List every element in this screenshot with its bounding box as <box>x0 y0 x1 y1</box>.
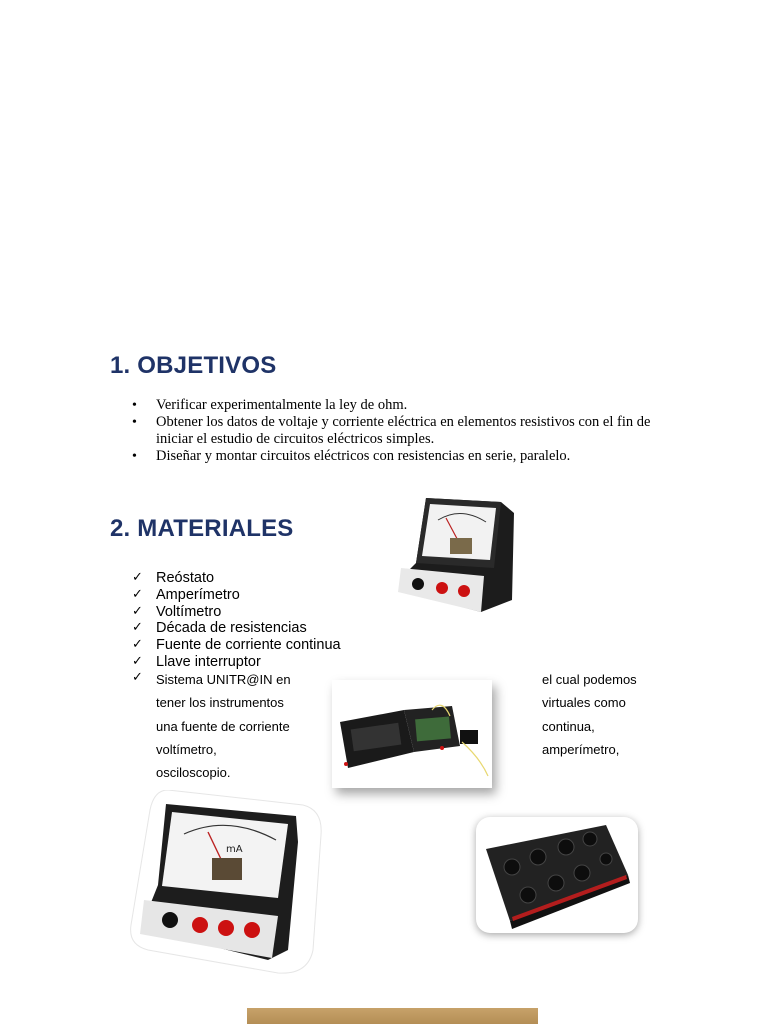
check-mark-icon: ✓ <box>132 570 143 585</box>
list-item: ✓ Llave interruptor <box>132 653 261 670</box>
objectives-list <box>156 397 656 465</box>
ammeter-image <box>128 790 323 975</box>
materials-list <box>132 570 341 671</box>
unitrain-item-text-right: el cual podemos virtuales como continua, amperímetro, <box>542 672 637 757</box>
list-item: • Verificar experimentalmente la ley de ohm. <box>156 397 656 414</box>
check-mark-icon: ✓ <box>132 653 143 669</box>
list-item: • Obtener los datos de voltaje y corriente eléctrica en elementos resistivos con el fin de iniciar el estudio de circuitos eléctricos simples. <box>156 414 656 448</box>
check-mark-icon: ✓ <box>132 637 143 653</box>
check-mark-icon: ✓ <box>132 670 143 685</box>
objectives-heading: 1. OBJETIVOS <box>110 352 277 379</box>
check-mark-icon: ✓ <box>132 603 143 619</box>
list-item: ✓ Década de resistencias <box>132 620 307 637</box>
list-item: • Diseñar y montar circuitos eléctricos con resistencias en serie, paralelo. <box>156 448 656 465</box>
unitrain-item-text-left: Sistema UNITR@IN en tener los instrumentos una fuente de corriente voltímetro, osciloscopio. <box>156 672 291 781</box>
rheostat-image <box>247 1008 538 1024</box>
unitrain-system-image <box>332 680 492 788</box>
list-item: ✓ Amperímetro <box>132 586 240 603</box>
resistance-decade-image <box>476 817 638 933</box>
list-item: ✓ Reóstato <box>132 570 215 586</box>
svg-text:mA: mA <box>226 844 243 855</box>
list-item: ✓ Voltímetro <box>132 603 222 620</box>
materials-heading: 2. MATERIALES <box>110 515 294 542</box>
check-mark-icon: ✓ <box>132 586 143 602</box>
list-item: ✓ Fuente de corriente continua <box>132 637 341 654</box>
check-mark-icon: ✓ <box>132 620 143 636</box>
voltmeter-image <box>386 488 526 618</box>
